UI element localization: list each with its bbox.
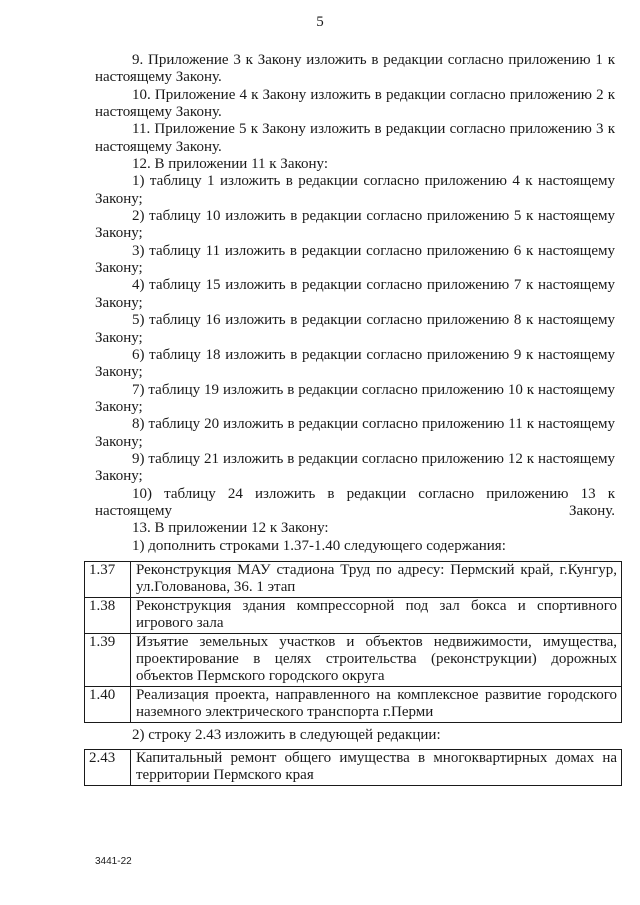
list-item-13-2: 2) строку 2.43 изложить в следующей редакции:: [132, 727, 441, 743]
row-description: Реконструкция здания компрессорной под зал бокса и спортивного игрового зала: [131, 597, 622, 633]
paragraph-9: 9. Приложение 3 к Закону изложить в редакции согласно приложению 1 к настоящему Закону.: [95, 52, 615, 86]
row-description: Капитальный ремонт общего имущества в многоквартирных домах на территории Пермского края: [131, 750, 622, 786]
list-item-12-7: 7) таблицу 19 изложить в редакции согласно приложению 10 к настоящему Закону;: [95, 381, 615, 415]
list-item-12-1: 1) таблицу 1 изложить в редакции согласно приложению 4 к настоящему Закону;: [95, 173, 615, 207]
list-item-12-2: 2) таблицу 10 изложить в редакции согласно приложению 5 к настоящему Закону;: [95, 208, 615, 242]
paragraph-13: 13. В приложении 12 к Закону:: [132, 520, 329, 537]
list-item-12-6: 6) таблицу 18 изложить в редакции согласно приложению 9 к настоящему Закону;: [95, 346, 615, 381]
row-description: Реализация проекта, направленного на комплексное развитие городского наземного электрического транспорта г.Перми: [131, 686, 622, 722]
list-item-12-9: 9) таблицу 21 изложить в редакции согласно приложению 12 к настоящему Закону;: [95, 450, 615, 485]
paragraph-10: 10. Приложение 4 к Закону изложить в редакции согласно приложению 2 к настоящему Закону.: [95, 86, 615, 121]
document-code: 3441-22: [95, 856, 132, 867]
list-item-13-1: 1) дополнить строками 1.37-1.40 следующего содержания:: [132, 537, 506, 554]
list-item-12-5: 5) таблицу 16 изложить в редакции согласно приложению 8 к настоящему Закону;: [95, 312, 615, 346]
row-description: Реконструкция МАУ стадиона Труд по адресу: Пермский край, г.Кунгур, ул.Голованова, 36. 1 этап: [131, 562, 622, 598]
body-text: [95, 52, 615, 555]
table-row: [85, 597, 622, 633]
page-number: 5: [316, 14, 324, 30]
table-row: [85, 562, 622, 598]
rows-table-1-37-1-40: [84, 561, 622, 723]
row-number: 1.40: [85, 686, 131, 722]
table-row: [85, 633, 622, 686]
mid-text: [95, 727, 615, 744]
paragraph-12: 12. В приложении 11 к Закону:: [132, 156, 329, 173]
row-number: 1.37: [85, 562, 131, 598]
list-item-12-8: 8) таблицу 20 изложить в редакции согласно приложению 11 к настоящему Закону;: [95, 416, 615, 450]
list-item-12-10: 10) таблицу 24 изложить в редакции согласно приложению 13 к настоящему Закону.: [95, 485, 615, 519]
list-item-12-3: 3) таблицу 11 изложить в редакции согласно приложению 6 к настоящему Закону;: [95, 242, 615, 277]
row-number: 1.38: [85, 597, 131, 633]
row-number: 1.39: [85, 633, 131, 686]
paragraph-11: 11. Приложение 5 к Закону изложить в редакции согласно приложению 3 к настоящему Закону.: [95, 121, 615, 155]
list-item-12-4: 4) таблицу 15 изложить в редакции согласно приложению 7 к настоящему Закону;: [95, 277, 615, 311]
row-table-2-43: [84, 749, 622, 786]
row-description: Изъятие земельных участков и объектов недвижимости, имущества, проектирование в целях строительства (реконструкции) дорожных объектов Пермского городского округа: [131, 633, 622, 686]
table-row: [85, 750, 622, 786]
table-row: [85, 686, 622, 722]
row-number: 2.43: [85, 750, 131, 786]
